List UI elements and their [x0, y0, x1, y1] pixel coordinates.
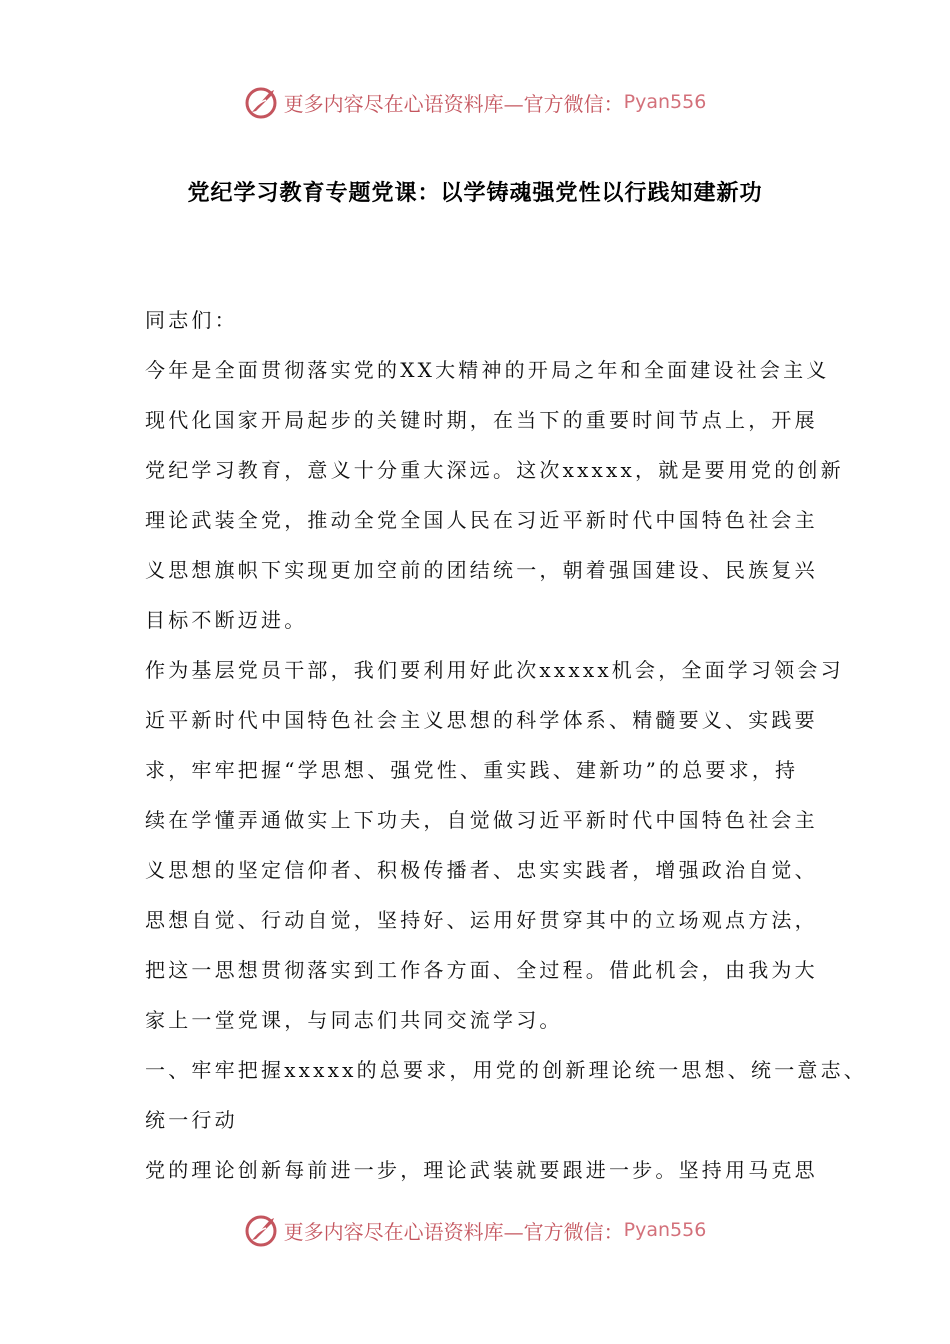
watermark-text: 更多内容尽在心语资料库—官方微信： [283, 1219, 624, 1244]
section-heading-line: 一、牢牢把握xxxxx的总要求，用党的创新理论统一思想、统一意志、 [145, 1058, 867, 1082]
body-line: 同志们： [145, 308, 238, 332]
body-line: 续在学懂弄通做实上下功夫，自觉做习近平新时代中国特色社会主 [145, 808, 818, 832]
body-line: 义思想旗帜下实现更加空前的团结统一，朝着强国建设、民族复兴 [145, 558, 818, 582]
body-line: 今年是全面贯彻落实党的XX大精神的开局之年和全面建设社会主义 [145, 358, 830, 382]
body-line: 近平新时代中国特色社会主义思想的科学体系、精髓要义、实践要 [145, 708, 818, 732]
quill-logo-icon [244, 84, 280, 120]
watermark-wechat-id: Pyan556 [623, 91, 707, 113]
document-body [145, 295, 867, 1195]
body-line: 思想自觉、行动自觉，坚持好、运用好贯穿其中的立场观点方法， [145, 908, 818, 932]
body-line: 理论武装全党，推动全党全国人民在习近平新时代中国特色社会主 [145, 508, 818, 532]
body-line: 现代化国家开局起步的关键时期，在当下的重要时间节点上，开展 [145, 408, 818, 432]
section-heading-line: 统一行动 [145, 1108, 238, 1132]
document-title: 党纪学习教育专题党课：以学铸魂强党性以行践知建新功 [187, 180, 763, 206]
body-line: 党纪学习教育，意义十分重大深远。这次xxxxx，就是要用党的创新 [145, 458, 844, 482]
body-line: 家上一堂党课，与同志们共同交流学习。 [145, 1008, 563, 1032]
watermark-wechat-id: Pyan556 [623, 1219, 707, 1241]
watermark-text: 更多内容尽在心语资料库—官方微信： [283, 91, 624, 116]
body-line: 把这一思想贯彻落实到工作各方面、全过程。借此机会，由我为大 [145, 958, 818, 982]
watermark-banner-top [0, 80, 950, 124]
body-line: 党的理论创新每前进一步，理论武装就要跟进一步。坚持用马克思 [145, 1158, 818, 1182]
watermark-banner-bottom [0, 1208, 950, 1252]
quill-logo-icon [244, 1212, 280, 1248]
body-line: 求，牢牢把握“学思想、强党性、重实践、建新功”的总要求，持 [145, 758, 799, 782]
body-line: 作为基层党员干部，我们要利用好此次xxxxx机会，全面学习领会习 [145, 658, 844, 682]
body-line: 义思想的坚定信仰者、积极传播者、忠实实践者，增强政治自觉、 [145, 858, 818, 882]
body-line: 目标不断迈进。 [145, 608, 308, 632]
